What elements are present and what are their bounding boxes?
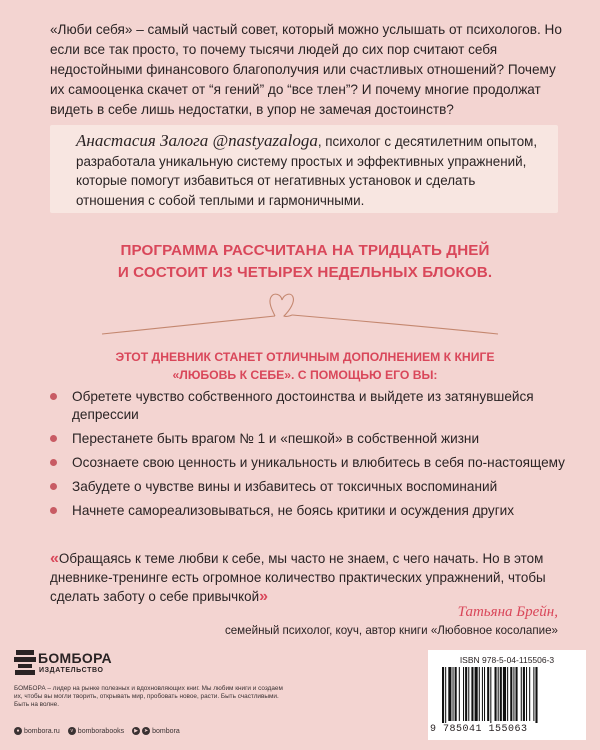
diary-heading (60, 348, 550, 384)
vk-icon: v (68, 727, 76, 735)
intro-paragraph: «Люби себя» – самый частый совет, который можно услышать от психологов. Но если все так просто, то почему тысячи людей до сих пор считают себя недостойными финансового благополучия или счастливых отношений? Почему их самооценка скачет от “я гений” до “все тлен”? И почему многие продолжат видеть в себе лишь недостатки, в упор не замечая достоинств? (50, 22, 562, 117)
bombora-logo-icon (14, 648, 36, 676)
barcode (428, 650, 586, 740)
author-name: Анастасия Залога @nastyazaloga (76, 131, 318, 150)
globe-icon: ● (14, 727, 22, 735)
publisher-name: БОМБОРА (38, 650, 112, 666)
program-heading (50, 240, 560, 284)
barcode-number: 9 785041 155063 (430, 724, 528, 735)
author-text: , психолог с десятилетним опытом, разработала уникальную систему простых и эффективных упражнений, которые помогут избавиться от негативных установок и сделать отношения с собой теплыми и гармоничными. (76, 134, 538, 208)
social-site-label: bombora.ru (24, 727, 60, 735)
program-line-1: ПРОГРАММА РАССЧИТАНА НА ТРИДЦАТЬ ДНЕЙ (120, 242, 490, 259)
publisher-logo (14, 648, 112, 678)
social-telegram-label: bombora (152, 727, 180, 735)
social-telegram[interactable] (132, 727, 180, 735)
isbn-label: ISBN 978-5-04-115506-3 (459, 655, 555, 665)
quote-author: Татьяна Брейн, (457, 604, 558, 620)
list-item: Перестанете быть врагом № 1 и «пешкой» в собственной жизни (50, 430, 570, 448)
social-vk[interactable] (68, 727, 124, 735)
benefits-list (50, 388, 570, 526)
program-line-2: И СОСТОИТ ИЗ ЧЕТЫРЕХ НЕДЕЛЬНЫХ БЛОКОВ. (117, 264, 493, 281)
diary-line-2: «ЛЮБОВЬ К СЕБЕ». С ПОМОЩЬЮ ЕГО ВЫ: (172, 368, 438, 382)
diary-line-1: ЭТОТ ДНЕВНИК СТАНЕТ ОТЛИЧНЫМ ДОПОЛНЕНИЕМ К КНИГЕ (115, 350, 495, 364)
barcode-bars (442, 667, 572, 723)
publisher-description: БОМБОРА – лидер на рынке полезных и вдохновляющих книг. Мы любим книги и создаем их, чтобы вы могли творить, открывать мир, пробовать новое, расти. Быть счастливыми. Быть на волне. (14, 685, 283, 708)
list-item: Осознаете свою ценность и уникальность и влюбитесь в себя по-настоящему (50, 454, 570, 472)
youtube-icon: ▶ (132, 727, 140, 735)
telegram-icon: ➤ (144, 728, 149, 734)
heart-divider (100, 288, 500, 338)
quote-open-mark: « (50, 550, 59, 567)
social-site[interactable] (14, 727, 60, 735)
author-box (50, 125, 558, 213)
social-links (14, 727, 180, 735)
quote-author-role: семейный психолог, коуч, автор книги «Любовное косолапие» (224, 624, 558, 637)
list-item: Начнете самореализовываться, не боясь критики и осуждения других (50, 502, 570, 520)
author-description (76, 131, 546, 210)
quote-close-mark: » (259, 588, 268, 605)
publisher-sub: ИЗДАТЕЛЬСТВО (39, 667, 104, 674)
list-item: Обретете чувство собственного достоинства и выйдете из затянувшейся депрессии (50, 388, 570, 424)
social-vk-label: bomborabooks (77, 727, 125, 735)
quote-text: Обращаясь к теме любви к себе, мы часто не знаем, с чего начать. Но в этом дневнике-тренинге есть огромное количество практических упражнений, чтобы сделать заботу о себе привычкой (50, 551, 546, 604)
quote (50, 549, 570, 606)
list-item: Забудете о чувстве вины и избавитесь от токсичных воспоминаний (50, 478, 570, 496)
